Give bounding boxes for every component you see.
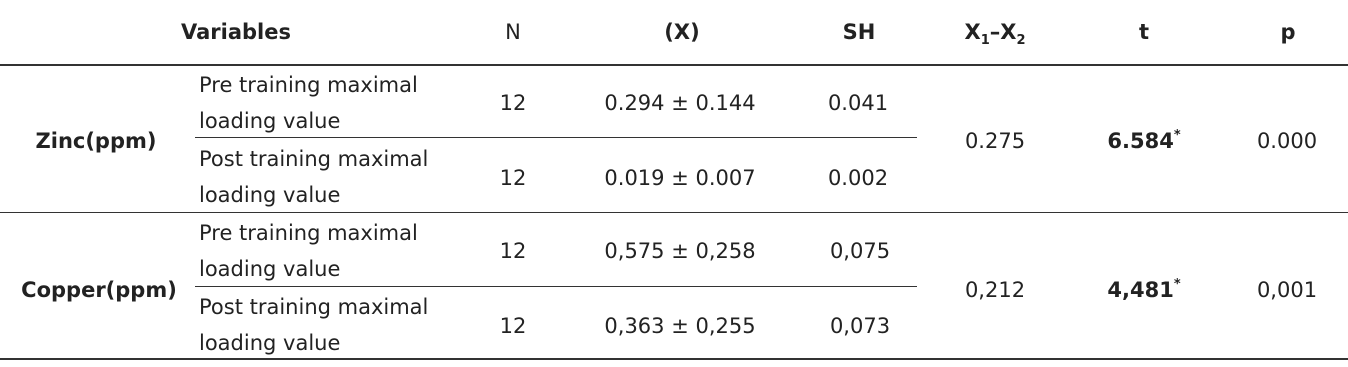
cell-n: 12 [499, 314, 527, 338]
header-variables: Variables [181, 20, 291, 44]
cell-t [1107, 276, 1180, 304]
cell-n: 12 [499, 91, 527, 115]
header-diff-dash: –X [989, 20, 1017, 44]
header-t: t [1138, 20, 1150, 44]
row-label-line1: Post training maximal [199, 295, 429, 319]
cell-sh: 0.002 [827, 166, 889, 190]
variable-zinc: Zinc(ppm) [35, 129, 157, 153]
header-diff-x: X [964, 20, 981, 44]
row-label-line2: loading value [199, 109, 341, 133]
cell-mean: 0.019 ± 0.007 [604, 166, 756, 190]
cell-difference: 0.275 [964, 129, 1026, 153]
row-label-line1: Pre training maximal [199, 221, 418, 245]
cell-n: 12 [499, 239, 527, 263]
cell-mean: 0,575 ± 0,258 [604, 239, 756, 263]
t-value: 4,481 [1107, 278, 1174, 302]
cell-mean: 0.294 ± 0.144 [604, 91, 756, 115]
significance-mark: * [1173, 277, 1181, 292]
cell-sh: 0.041 [827, 91, 889, 115]
row-label-line2: loading value [199, 183, 341, 207]
header-rule [0, 64, 1348, 66]
cell-p: 0,001 [1256, 278, 1318, 302]
variable-copper: Copper(ppm) [21, 278, 177, 302]
cell-n: 12 [499, 166, 527, 190]
t-value: 6.584 [1107, 129, 1174, 153]
row-label-line2: loading value [199, 257, 341, 281]
table-bottom-rule [0, 358, 1348, 360]
cell-p: 0.000 [1256, 129, 1318, 153]
subrow-rule [195, 137, 917, 138]
row-label-line1: Post training maximal [199, 147, 429, 171]
cell-sh: 0,073 [829, 314, 891, 338]
cell-mean: 0,363 ± 0,255 [604, 314, 756, 338]
row-label-line2: loading value [199, 331, 341, 355]
header-diff-sub2: 2 [1016, 33, 1026, 48]
header-mean: (X) [664, 20, 700, 44]
header-sh: SH [842, 20, 876, 44]
cell-sh: 0,075 [829, 239, 891, 263]
significance-mark: * [1173, 128, 1181, 143]
group-rule [0, 212, 1348, 213]
header-difference [965, 18, 1026, 46]
cell-difference: 0,212 [964, 278, 1026, 302]
header-p: p [1280, 20, 1296, 44]
row-label-line1: Pre training maximal [199, 73, 418, 97]
header-n: N [505, 20, 521, 44]
cell-t [1107, 127, 1180, 155]
subrow-rule [195, 286, 917, 287]
header-diff-sub1: 1 [980, 33, 990, 48]
